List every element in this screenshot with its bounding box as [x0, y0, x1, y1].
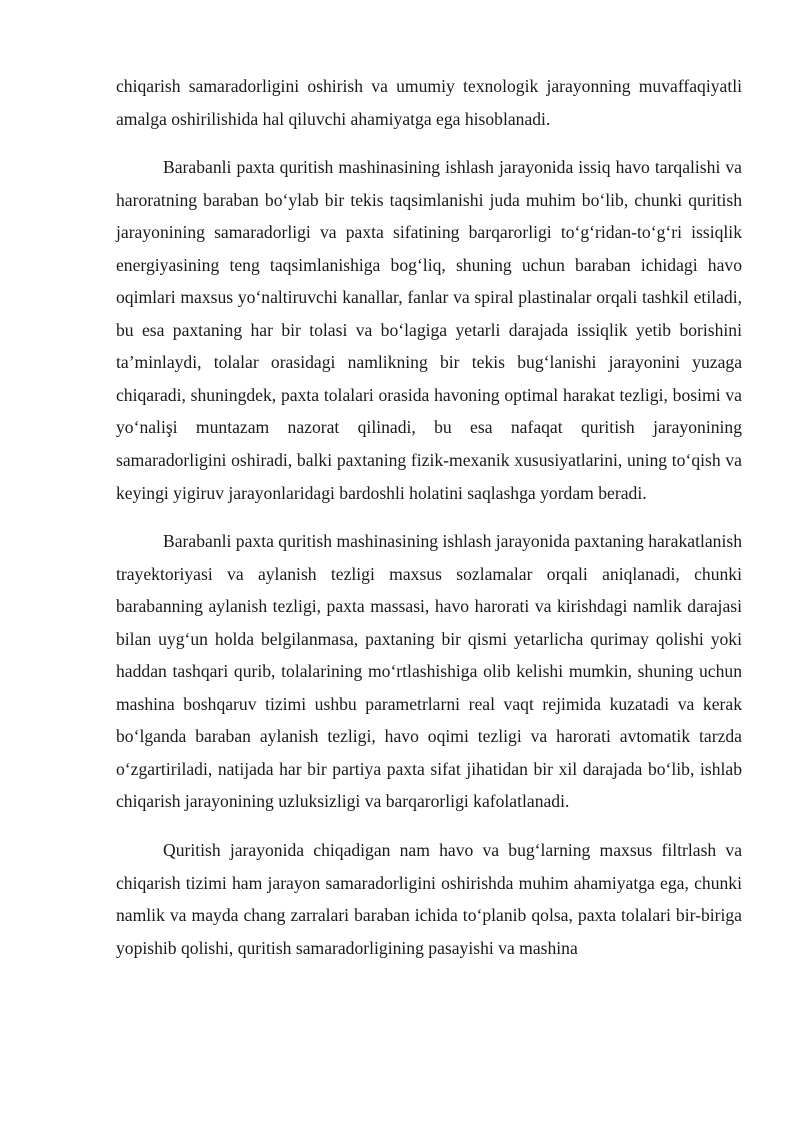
paragraph: Barabanli paxta quritish mashinasining ishlash jarayonida issiq havo tarqalishi va haroratning baraban bo‘ylab bir tekis taqsimlanishi juda muhim bo‘lib, chunki quritish jarayonining samaradorligi va paxta sifatining barqarorligi to‘g‘ridan-to‘g‘ri issiqlik energiyasining teng taqsimlanishiga bog‘liq, shuning uchun baraban ichidagi havo oqimlari maxsus yo‘naltiruvchi kanallar, fanlar va spiral plastinalar orqali tashkil etiladi, bu esa paxtaning har bir tolasi va bo‘lagiga yetarli darajada issiqlik yetib borishini ta’minlaydi, tolalar orasidagi namlikning bir tekis bug‘lanishi jarayonini yuzaga chiqaradi, shuningdek, paxta tolalari orasida havoning optimal harakat tezligi, bosimi va yo‘nalişi muntazam nazorat qilinadi, bu esa nafaqat quritish jarayonining samaradorligini oshiradi, balki paxtaning fizik-mexanik xususiyatlarini, uning to‘qish va keyingi yigiruv jarayonlaridagi bardoshli holatini saqlashga yordam beradi. [116, 157, 742, 503]
paragraph-continuation: chiqarish samaradorligini oshirish va umumiy texnologik jarayonning muvaffaqiyatli amalga oshirilishida hal qiluvchi ahamiyatga ega hisoblanadi. [116, 76, 742, 129]
paragraph: Barabanli paxta quritish mashinasining ishlash jarayonida paxtaning harakatlanish trayektoriyasi va aylanish tezligi maxsus sozlamalar orqali aniqlanadi, chunki barabanning aylanish tezligi, paxta massasi, havo harorati va kirishdagi namlik darajasi bilan uyg‘un holda belgilanmasa, paxtaning bir qismi yetarlicha qurimay qolishi yoki haddan tashqari qurib, tolalarining mo‘rtlashishiga olib kelishi mumkin, shuning uchun mashina boshqaruv tizimi ushbu parametrlarni real vaqt rejimida kuzatadi va kerak bo‘lganda baraban aylanish tezligi, havo oqimi tezligi va harorati avtomatik tarzda o‘zgartiriladi, natijada har bir partiya paxta sifat jihatidan bir xil darajada bo‘lib, ishlab chiqarish jarayonining uzluksizligi va barqarorligi kafolatlanadi. [116, 531, 742, 812]
body-text [116, 70, 742, 980]
paragraph: Quritish jarayonida chiqadigan nam havo va bug‘larning maxsus filtrlash va chiqarish tizimi ham jarayon samaradorligini oshirishda muhim ahamiyatga ega, chunki namlik va mayda chang zarralari baraban ichida to‘planib qolsa, paxta tolalari bir-biriga yopishib qolishi, quritish samaradorligining pasayishi va mashina [116, 840, 742, 958]
